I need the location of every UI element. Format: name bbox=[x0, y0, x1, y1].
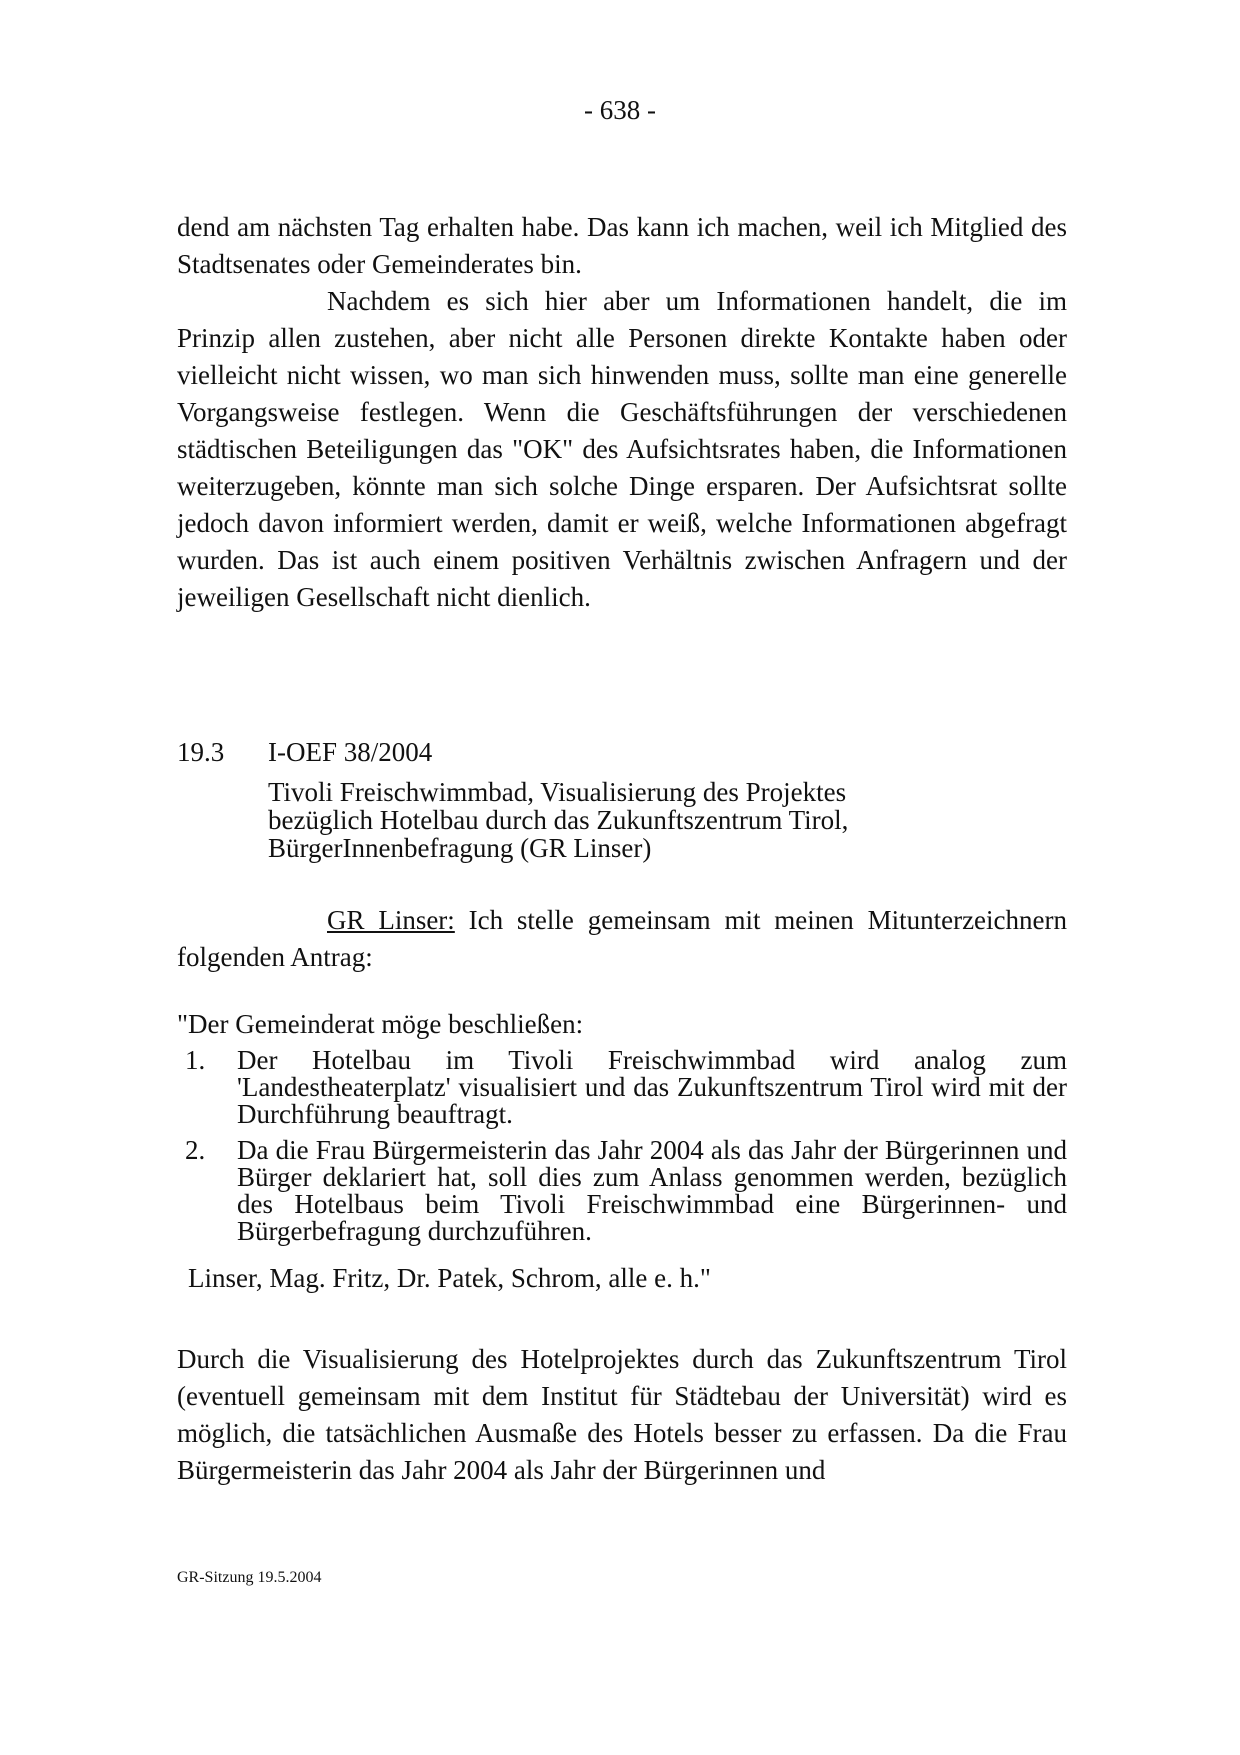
speaker-name: GR Linser: bbox=[327, 905, 455, 935]
list-item-text: Da die Frau Bürgermeisterin das Jahr 2004 als das Jahr der Bürgerinnen und Bürger deklariert hat, soll dies zum Anlass genommen werden, bezüglich des Hotelbaus beim Tivoli Freischwimmbad eine Bürgerinnen- und Bürgerbefragung durchzuführen. bbox=[237, 1135, 1067, 1246]
motion-quote-opening: "Der Gemeinderat möge beschließen: bbox=[177, 1009, 584, 1039]
motion-intro-text: Ich stelle gemeinsam mit meinen Mitunterzeichnern folgenden Antrag: bbox=[177, 905, 1067, 972]
list-marker: 2. bbox=[185, 1135, 206, 1165]
list-item bbox=[185, 1047, 1067, 1128]
list-marker: 1. bbox=[185, 1045, 206, 1075]
section-code: I-OEF 38/2004 bbox=[268, 737, 433, 767]
continuation-paragraph: dend am nächsten Tag erhalten habe. Das kann ich machen, weil ich Mitglied des Stadtsenates oder Gemeinderates bin. bbox=[177, 212, 1067, 279]
motion-intro-paragraph bbox=[177, 902, 1067, 976]
footer-session-date: GR-Sitzung 19.5.2004 bbox=[177, 1569, 322, 1586]
section-title-line: BürgerInnenbefragung (GR Linser) bbox=[268, 833, 652, 863]
list-item-text: Der Hotelbau im Tivoli Freischwimmbad wird analog zum 'Landestheaterplatz' visualisiert und das Zukunftszentrum Tirol wird mit der Durchführung beauftragt. bbox=[237, 1045, 1067, 1129]
reason-paragraph: Durch die Visualisierung des Hotelprojektes durch das Zukunftszentrum Tirol (eventuell gemeinsam mit dem Institut für Städtebau der Universität) wird es möglich, die tatsächlichen Ausmaße des Hotels besser zu erfassen. Da die Frau Bürgermeisterin das Jahr 2004 als Jahr der Bürgerinnen und bbox=[177, 1344, 1067, 1485]
section-title-line: Tivoli Freischwimmbad, Visualisierung des Projektes bbox=[268, 777, 847, 807]
page-number: - 638 - bbox=[584, 95, 656, 125]
signers: Linser, Mag. Fritz, Dr. Patek, Schrom, alle e. h." bbox=[188, 1263, 711, 1293]
motion-list bbox=[185, 1047, 1067, 1254]
section-title bbox=[268, 778, 968, 862]
section-title-line: bezüglich Hotelbau durch das Zukunftszentrum Tirol, bbox=[268, 805, 849, 835]
list-item bbox=[185, 1137, 1067, 1245]
section-number: 19.3 bbox=[177, 737, 225, 767]
body-paragraph: Nachdem es sich hier aber um Informationen handelt, die im Prinzip allen zustehen, aber nicht alle Personen direkte Kontakte haben oder vielleicht nicht wissen, wo man sich hinwenden muss, sollte man eine generelle Vorgangsweise festlegen. Wenn die Geschäftsführungen der verschiedenen städtischen Beteiligungen das "OK" des Aufsichtsrates haben, die Informationen weiterzugeben, könnte man sich solche Dinge ersparen. Der Aufsichtsrat sollte jedoch davon informiert werden, damit er weiß, welche Informationen abgefragt wurden. Das ist auch einem positiven Verhältnis zwischen Anfragern und der jeweiligen Gesellschaft nicht dienlich. bbox=[177, 286, 1067, 612]
